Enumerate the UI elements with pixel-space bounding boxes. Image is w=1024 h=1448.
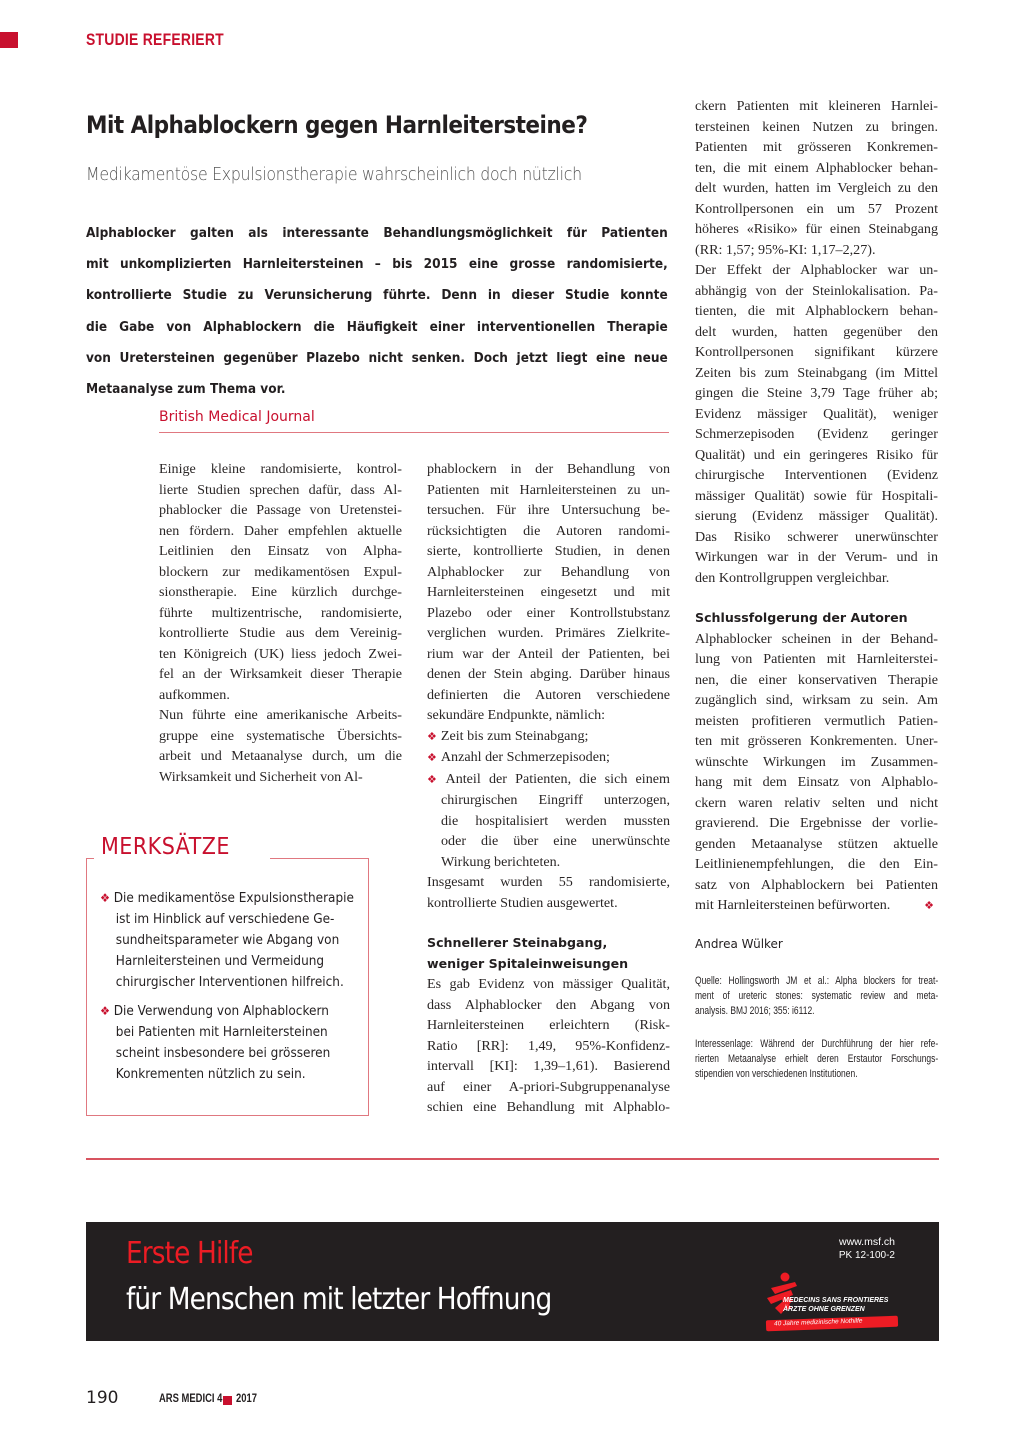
merksaetze-list [100, 888, 370, 1093]
note-line: rierten Metaanalyse erhielt deren Erstautor Forschungs- [695, 1053, 939, 1065]
body-line: höheres «Risiko» für einen Steinabgang [695, 221, 938, 237]
section-label: STUDIE REFERIERT [86, 30, 224, 49]
endpoint-text: chirurgischen Eingriff unterzogen, [441, 792, 670, 808]
ad-account-number: PK 12-100-2 [838, 1250, 895, 1261]
merksatz-text: bei Patienten mit Harnleitersteinen [115, 1025, 328, 1040]
lead-line: von Uretersteinen gegenüber Plazebo nicht senken. Doch jetzt liegt eine neue [86, 349, 668, 366]
body-line: arbeit und Metaanalyse durch, um die [159, 748, 402, 764]
merksatz-line [100, 951, 351, 972]
body-line: auf einer A-priori-Subgruppenanalyse [427, 1078, 670, 1095]
merksatz-line [100, 1022, 351, 1043]
body-line: definierten die Autoren verschiedene [427, 686, 670, 703]
merksatz-text: ist im Hinblick auf verschiedene Ge- [115, 912, 335, 927]
endpoint-line [427, 831, 670, 852]
body-line: intervall [KI]: 1,39–1,61). Basierend [427, 1058, 670, 1074]
merksatz-line [100, 1064, 351, 1085]
section-marker [0, 32, 18, 48]
body-line: Harnleitersteinen erleichtern (Risk- [427, 1017, 670, 1033]
body-line: abhängig von der Steinlokalisation. Pa- [695, 282, 938, 299]
lead-line: die Gabe von Alphablockern die Häufigkeit einer interventionellen Therapie [86, 318, 668, 335]
body-line: nen fördern. Daher empfehlen aktuelle [159, 522, 402, 539]
body-line: Qualität) und ein geringeres Risiko für [695, 446, 938, 463]
body-line: denen der Stein abging. Darüber hinaus [427, 666, 670, 682]
body-line: führte multizentrische, randomisierte, [159, 604, 402, 621]
endpoint-list-item [427, 769, 670, 873]
body-line: sierte, kontrollierte Studien, in denen [427, 543, 670, 559]
endpoint-text: die hospitalisiert werden mussten [441, 812, 670, 829]
body-line: hang mit dem Einsatz von Alphablo- [695, 774, 938, 790]
body-line: Einige kleine randomisierte, kontrol- [159, 461, 402, 477]
body-line: Nun führte eine amerikanische Arbeits- [159, 707, 402, 723]
body-line: meisten profitieren vermutlich Patien- [695, 712, 938, 729]
body-line: kontrollierte Studien ausgewertet. [427, 894, 618, 911]
body-line: nen, die einer konservativen Therapie [695, 671, 938, 688]
body-line: Wirkungen war in der Verum- und in [695, 549, 938, 565]
source-journal: British Medical Journal [159, 409, 315, 425]
body-line: phablockern in der Behandlung von [427, 461, 670, 477]
source-divider [159, 432, 669, 433]
end-mark-icon: ❖ [924, 900, 934, 912]
merksatz-line [100, 888, 354, 909]
bullet-icon: ❖ [427, 752, 437, 764]
journal-separator-square [223, 1396, 232, 1405]
spacer [695, 954, 938, 974]
body-line: verglichen wurden. Primäres Zielkrite- [427, 625, 670, 641]
author-name: Andrea Wülker [695, 936, 783, 951]
bullet-icon: ❖ [100, 891, 111, 905]
merksatz-line [100, 909, 351, 930]
body-line: Plazebo oder einer Kontrollstubstanz [427, 604, 670, 621]
body-line: gruppe eine systematische Übersichts- [159, 727, 402, 744]
body-line: Das Risiko schwerer unerwünschter [695, 528, 938, 545]
body-line: phablocker die Passage von Uretenstei- [159, 502, 402, 518]
endpoint-line [427, 790, 670, 811]
endpoint-text: Anzahl der Schmerzepisoden; [440, 749, 610, 765]
body-line: ckern waren relativ selten und nicht [695, 794, 938, 811]
body-line: Alphablocker zur Behandlung von [427, 563, 670, 580]
bullet-icon: ❖ [100, 1004, 111, 1018]
body-line: sekundäre Endpunkte, nämlich: [427, 707, 606, 723]
endpoint-line [427, 811, 670, 832]
body-line: ten Königreich (UK) liess jedoch Zwei- [159, 645, 402, 662]
body-line: blockern zur medikamentösen Expul- [159, 563, 402, 580]
endpoint-text: Wirkung berichteten. [441, 853, 561, 870]
endpoint-line [427, 726, 670, 748]
body-line: aufkommen. [159, 686, 230, 703]
lead-line: kontrollierte Studie zu Verunsicherung führte. Denn in dieser Studie konnte [86, 287, 668, 304]
merksatz-text: Konkrementen nützlich zu sein. [115, 1067, 306, 1082]
body-line: Harnleitersteinen eingesetzt und mit [427, 584, 670, 600]
body-line: Der Effekt der Alphablocker war un- [695, 262, 938, 278]
note-line: ment of ureteric stones: systematic review and meta- [695, 990, 939, 1002]
column-3 [695, 96, 938, 1082]
merksatz-text: chirurgischer Interventionen hilfreich. [115, 975, 344, 990]
body-line: Ratio [RR]: 1,49, 95%-Konfidenz- [427, 1037, 670, 1054]
body-line: Kontrollpersonen ein um 57 Prozent [695, 200, 938, 217]
note-line: stipendien von verschiedenen Institutionen. [695, 1068, 858, 1080]
spacer [695, 916, 938, 934]
msf-name-de: ÄRZTE OHNE GRENZEN [783, 1306, 865, 1313]
body-line: Schmerzepisoden (Evidenz geringer [695, 426, 938, 442]
body-line: rücksichtigten die Autoren randomi- [427, 522, 670, 539]
article-lead [86, 218, 668, 405]
body-line: lung von Patienten mit Harnleiterstei- [695, 651, 938, 667]
body-line: tienten, die mit Alphablockern behan- [695, 303, 938, 319]
merksatz-text: sundheitsparameter wie Abgang von [115, 933, 340, 948]
note-line: analysis. BMJ 2016; 355: i6112. [695, 1005, 815, 1017]
lead-line: mit unkomplizierten Harnleitersteinen – bis 2015 eine grosse randomisierte, [86, 256, 668, 273]
body-line: zugänglich sind, wirksam zu sein. Am [695, 692, 938, 708]
ad-headline: Erste Hilfe [126, 1236, 253, 1271]
endpoint-line [427, 769, 670, 791]
body-line: gingen die Steine 3,79 Tage früher ab; [695, 385, 938, 401]
journal-name: ARS MEDICI 4 [159, 1393, 223, 1405]
lead-line: Metaanalyse zum Thema vor. [86, 381, 286, 398]
body-line: ten, die mit einem Alphablocker behan- [695, 159, 938, 176]
msf-ribbon-text: 40 Jahre medizinische Nothilfe [773, 1317, 863, 1328]
body-line: sionstherapie. Eine kürzlich durchge- [159, 584, 402, 600]
body-line: Zeiten bis zum Steinabgang (im Mittel [695, 364, 938, 381]
merksatz-text: Die medikamentöse Expulsionstherapie [113, 891, 354, 906]
body-line: genden Metaanalyse stützen aktuelle [695, 835, 938, 852]
logo-head [781, 1273, 790, 1282]
body-line: satz von Alphablockern bei Patienten [695, 876, 938, 893]
source-citation [695, 974, 938, 1019]
merksaetze-box-border [86, 858, 94, 859]
body-line: rium war der Anteil der Patienten, bei [427, 645, 670, 662]
article-end-divider [86, 1158, 939, 1160]
subheading-line: Schnellerer Steinabgang, [427, 935, 608, 950]
body-line: (RR: 1,57; 95%-KI: 1,17–2,27). [695, 241, 876, 258]
body-line: Kontrollpersonen signifikant kürzere [695, 344, 938, 360]
body-line: Es gab Evidenz von mässiger Qualität, [427, 976, 670, 992]
merksaetze-title: MERKSÄTZE [101, 834, 230, 860]
merksatz-text: scheint insbesondere bei grösseren [115, 1046, 331, 1061]
endpoint-list-item [427, 726, 670, 748]
endpoint-line [427, 852, 670, 873]
subheading: Schlussfolgerung der Autoren [695, 610, 908, 625]
body-line: tersuchen. Für ihre Untersuchung be- [427, 502, 670, 518]
note-line: Interessenlage: Während der Durchführung der hier refe- [695, 1038, 939, 1050]
body-line: Leitlinien den Einsatz von Alpha- [159, 543, 402, 559]
body-line: Patienten mit Harnleitersteinen zu un- [427, 481, 670, 498]
endpoint-line [427, 747, 670, 769]
body-line: fel an der Wirksamkeit dieser Therapie [159, 666, 402, 682]
body-line: Wirksamkeit und Sicherheit von Al- [159, 768, 363, 785]
body-line: lierte Studien sprechen dafür, dass Al- [159, 481, 402, 498]
journal-year: 2017 [236, 1393, 257, 1405]
bullet-icon: ❖ [427, 730, 437, 743]
merksatz-text: Die Verwendung von Alphablockern [113, 1004, 329, 1019]
endpoint-text: oder die über eine unerwünschte [441, 833, 670, 849]
body-line: kontrollierte Studie aus dem Vereinig- [159, 625, 402, 641]
merksatz-item [100, 888, 354, 993]
subheading-line: weniger Spitaleinweisungen [427, 955, 629, 971]
bullet-icon: ❖ [427, 773, 442, 786]
spacer [427, 913, 670, 933]
merksatz-line [100, 1001, 351, 1022]
merksatz-text: Harnleitersteinen und Vermeidung [115, 954, 325, 969]
spacer [695, 1019, 938, 1037]
merksatz-line [100, 972, 351, 993]
body-line: chirurgische Interventionen (Evidenz [695, 467, 938, 483]
ad-url-link[interactable]: www.msf.ch [838, 1236, 895, 1248]
body-line: delt wurden, hatten gegenüber den [695, 323, 938, 340]
advertisement-banner[interactable] [86, 1222, 939, 1341]
article-subtitle: Medikamentöse Expulsionstherapie wahrscheinlich doch nützlich [86, 165, 582, 185]
body-line: dass Alphablocker den Abgang von [427, 996, 670, 1013]
column-1 [159, 459, 402, 787]
conflict-of-interest-note [695, 1037, 938, 1082]
body-line: ten mit grösseren Konkrementen. Uner- [695, 733, 938, 749]
merksatz-item [100, 1001, 351, 1085]
endpoint-list-item [427, 747, 670, 769]
body-line: ckern Patienten mit kleineren Harnlei- [695, 98, 938, 114]
body-line: Evidenz mässiger Qualität), weniger [695, 405, 938, 422]
spacer [695, 588, 938, 608]
body-line: delt wurden, hatten im Vergleich zu den [695, 180, 938, 196]
subheading [427, 933, 670, 974]
body-line: den Kontrollgruppen vergleichbar. [695, 569, 890, 586]
merksatz-line [100, 1043, 351, 1064]
body-line: mässiger Qualität) sowie für Hospitali- [695, 487, 938, 504]
msf-name-fr: MEDECINS SANS FRONTIERES [783, 1297, 889, 1304]
body-line: schien eine Behandlung mit Alphablo- [427, 1099, 670, 1115]
body-line: Patienten mit grösseren Konkremen- [695, 139, 938, 155]
body-line: wünschte Wirkungen im Zusammen- [695, 753, 938, 770]
body-line: Insgesamt wurden 55 randomisierte, [427, 874, 670, 890]
ad-tagline: für Menschen mit letzter Hoffnung [126, 1282, 552, 1317]
body-line: sierung (Evidenz mässiger Qualität). [695, 508, 938, 524]
endpoint-text: Zeit bis zum Steinabgang; [440, 727, 589, 744]
note-line: Quelle: Hollingsworth JM et al.: Alpha blockers for treat- [695, 975, 939, 987]
body-line: Alphablocker scheinen in der Behand- [695, 630, 938, 647]
page-number: 190 [86, 1388, 119, 1408]
body-line: mit Harnleitersteinen befürworten. ❖ [695, 895, 938, 916]
lead-line: Alphablocker galten als interessante Behandlungsmöglichkeit für Patienten [86, 225, 668, 241]
article-title: Mit Alphablockern gegen Harnleitersteine? [86, 111, 588, 139]
body-line: tersteinen keinen Nutzen zu bringen. [695, 118, 938, 135]
merksaetze-box-border [270, 858, 369, 859]
column-2 [427, 459, 670, 1118]
body-line: Leitlinienempfehlungen, die den Ein- [695, 856, 938, 872]
endpoint-text: Anteil der Patienten, die sich einem [445, 770, 670, 787]
body-line: gravierend. Die Ergebnisse der vorlie- [695, 815, 938, 831]
merksatz-line [100, 930, 351, 951]
